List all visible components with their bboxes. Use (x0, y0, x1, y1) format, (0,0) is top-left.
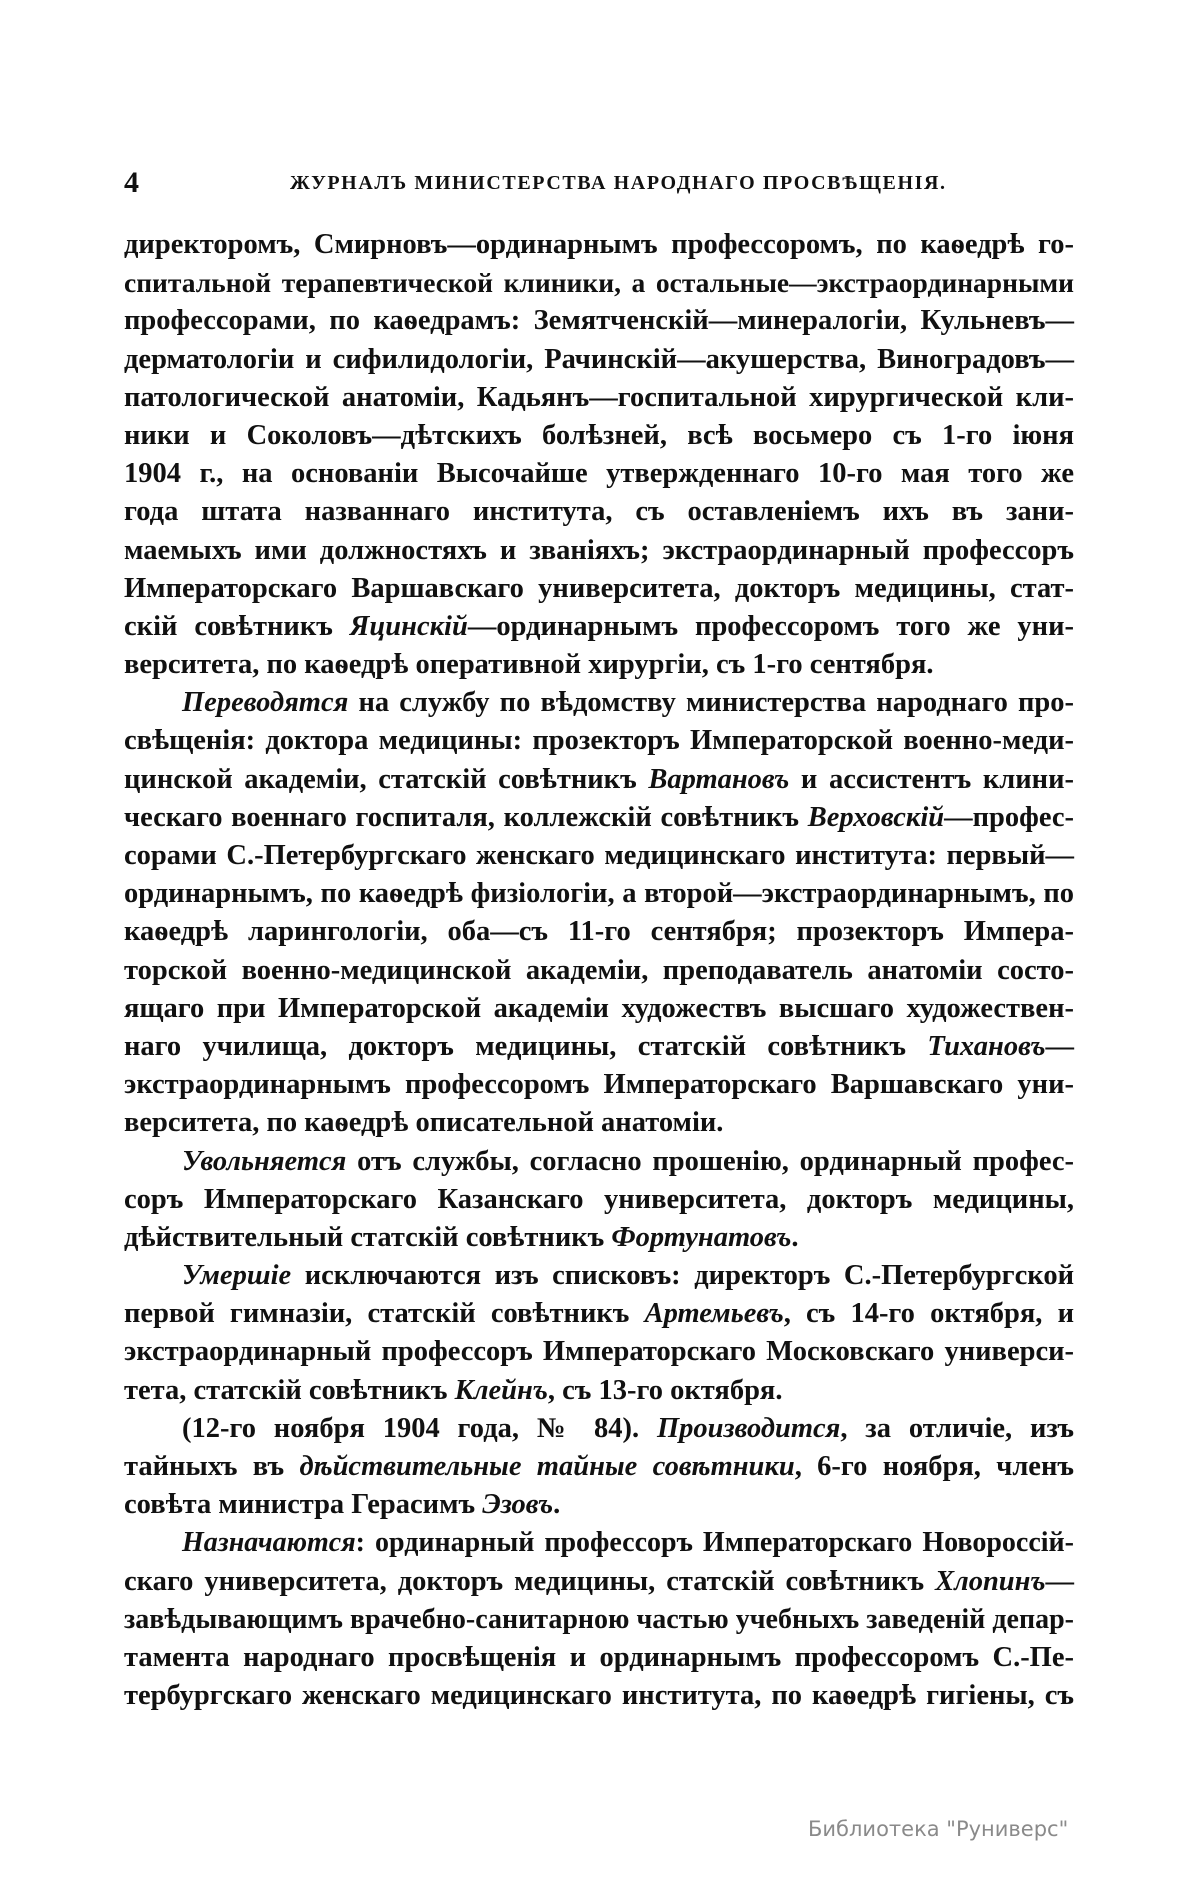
text-line (124, 1601, 1074, 1639)
italic-name: Назначаются (182, 1527, 356, 1559)
text-segment: спитальной терапевтической клиники, а остальные—экстраординарными (124, 267, 1074, 299)
text-line (124, 646, 1074, 684)
italic-name: Клейнъ (454, 1374, 548, 1406)
text-line (124, 532, 1074, 570)
text-segment: наго училища, докторъ медицины, статскій совѣтникъ (124, 1030, 928, 1062)
text-line (124, 1563, 1074, 1601)
text-line (124, 379, 1074, 417)
text-line (124, 302, 1074, 340)
text-segment: тамента народнаго просвѣщенія и ординарнымъ профессоромъ С.-Пе- (124, 1641, 1074, 1673)
running-title: ЖУРНАЛЪ МИНИСТЕРСТВА НАРОДНАГО ПРОСВѢЩЕНІЯ. (290, 172, 947, 194)
text-segment: — (1045, 1030, 1074, 1062)
text-segment: года штата названнаго института, съ оставленіемъ ихъ въ зани- (124, 496, 1074, 528)
text-line (124, 1410, 1074, 1448)
text-segment: совѣта министра Герасимъ (124, 1489, 483, 1521)
text-segment: Императорскаго Варшавскаго университета, докторъ медицины, стат- (124, 572, 1074, 604)
text-segment: завѣдывающимъ врачебно-санитарною частью учебныхъ заведеній депар- (124, 1603, 1074, 1635)
text-segment: первой гимназіи, статскій совѣтникъ (124, 1298, 645, 1330)
text-line (124, 722, 1074, 760)
italic-name: Переводятся (182, 687, 349, 719)
text-segment: . (553, 1489, 561, 1521)
italic-name: дѣйствительные тайные совѣтники (299, 1451, 795, 1482)
text-segment: : ординарный профессоръ Императорскаго Новороссій- (355, 1527, 1074, 1559)
text-segment: —профес- (944, 801, 1074, 833)
text-segment: ческаго военнаго госпиталя, коллежскій совѣтникъ (124, 801, 808, 833)
text-segment: — (1045, 1565, 1074, 1597)
text-segment: дѣйствительный статскій совѣтникъ (124, 1221, 612, 1253)
text-line (124, 1181, 1074, 1219)
text-segment: верситета, по каѳедрѣ оперативной хирургіи, съ 1-го сентября. (124, 649, 934, 681)
text-segment: исключаются изъ списковъ: директоръ С.-Петербургской (291, 1260, 1074, 1292)
text-line (124, 952, 1074, 990)
text-segment: сорами С.-Петербургскаго женскаго медицинскаго института: первый— (124, 840, 1074, 871)
text-segment: торской военно-медицинской академіи, преподаватель анатоміи состо- (124, 954, 1074, 986)
text-segment: , съ 13-го октября. (547, 1374, 783, 1406)
text-segment: на службу по вѣдомству министерства народнаго про- (348, 687, 1074, 719)
text-line (124, 837, 1074, 875)
text-line (124, 455, 1074, 493)
text-line (124, 1295, 1074, 1333)
text-segment: скій совѣтникъ (124, 610, 350, 642)
italic-name: Верховскій (807, 801, 945, 833)
text-segment: и ассистентъ клини- (789, 763, 1075, 795)
text-segment: ящаго при Императорской академіи художествъ высшаго художествен- (124, 992, 1074, 1024)
body-text (124, 226, 1074, 1715)
text-line (124, 493, 1074, 531)
text-line (124, 684, 1074, 722)
italic-name: Вартановъ (648, 763, 790, 795)
text-segment: (12-го ноября 1904 года, № 84). (182, 1412, 657, 1444)
text-line (124, 1219, 1074, 1257)
text-line (124, 1524, 1074, 1562)
italic-name: Яцинскій (349, 610, 468, 642)
italic-name: Производится (656, 1412, 841, 1444)
text-line (124, 1104, 1074, 1142)
text-line (124, 608, 1074, 646)
text-segment: ники и Соколовъ—дѣтскихъ болѣзней, всѣ восьмеро съ 1-го іюня (124, 419, 1074, 451)
italic-name: Эзовъ (482, 1489, 554, 1521)
text-line (124, 875, 1074, 913)
library-watermark: Библиотека "Руниверс" (808, 1817, 1069, 1841)
text-line (124, 761, 1074, 799)
text-segment: цинской академіи, статскій совѣтникъ (124, 763, 649, 795)
text-segment: патологической анатоміи, Кадьянъ—госпитальной хирургической кли- (124, 381, 1074, 413)
text-line (124, 990, 1074, 1028)
text-segment: каѳедрѣ ларингологіи, оба—съ 11-го сентября; прозекторъ Импера- (124, 916, 1074, 948)
text-line (124, 1639, 1074, 1677)
text-line (124, 264, 1074, 302)
text-segment: тайныхъ въ (124, 1451, 300, 1482)
text-segment: тета, статскій совѣтникъ (124, 1374, 455, 1406)
italic-name: Умершіе (182, 1260, 292, 1292)
text-segment: экстраординарнымъ профессоромъ Императорскаго Варшавскаго уни- (124, 1069, 1074, 1101)
italic-name: Хлопинъ (935, 1565, 1046, 1597)
text-line (124, 1372, 1074, 1410)
text-segment: свѣщенія: доктора медицины: прозекторъ Императорской военно-меди- (124, 725, 1074, 757)
text-segment: , съ 14-го октября, и (783, 1298, 1074, 1330)
text-segment: верситета, по каѳедрѣ описательной анатоміи. (124, 1107, 724, 1139)
text-segment: . (791, 1221, 799, 1253)
text-segment: 1904 г., на основаніи Высочайше утвержденнаго 10-го мая того же (124, 458, 1074, 490)
text-segment: , за отличіе, изъ (840, 1412, 1075, 1444)
text-line (124, 226, 1074, 264)
text-line (124, 1448, 1074, 1486)
text-line (124, 1333, 1074, 1371)
text-segment: профессорами, по каѳедрамъ: Земятченскій—минералогіи, Кульневъ— (124, 305, 1074, 337)
text-line (124, 417, 1074, 455)
page-number: 4 (124, 166, 139, 199)
text-line (124, 913, 1074, 951)
text-segment: маемыхъ ими должностяхъ и званіяхъ; экстраординарный профессоръ (124, 534, 1074, 566)
italic-name: Тихановъ (927, 1030, 1046, 1062)
text-line (124, 341, 1074, 379)
text-segment: тербургскаго женскаго медицинскаго института, по каѳедрѣ гигіены, съ (124, 1680, 1074, 1712)
text-segment: дерматологіи и сифилидологіи, Рачинскій—акушерства, Виноградовъ— (124, 343, 1074, 375)
text-segment: скаго университета, докторъ медицины, статскій совѣтникъ (124, 1565, 936, 1597)
text-segment: экстраординарный профессоръ Императорскаго Московскаго универси- (124, 1336, 1074, 1368)
text-line (124, 1028, 1074, 1066)
text-line (124, 1257, 1074, 1295)
text-segment: директоромъ, Смирновъ—ординарнымъ профессоромъ, по каѳедрѣ го- (124, 229, 1074, 260)
text-segment: , 6-го ноября, членъ (794, 1451, 1074, 1482)
italic-name: Увольняется (182, 1145, 347, 1177)
text-segment: —ординарнымъ профессоромъ того же уни- (467, 610, 1074, 642)
text-segment: соръ Императорскаго Казанскаго университета, докторъ медицины, (124, 1183, 1074, 1215)
text-line (124, 1066, 1074, 1104)
italic-name: Артемьевъ (644, 1298, 784, 1330)
text-line (124, 570, 1074, 608)
text-line (124, 1486, 1074, 1524)
text-line (124, 1143, 1074, 1181)
text-line (124, 1677, 1074, 1715)
italic-name: Фортунатовъ (611, 1221, 792, 1253)
text-segment: отъ службы, согласно прошенію, ординарный профес- (346, 1145, 1074, 1177)
text-segment: ординарнымъ, по каѳедрѣ физіологіи, а второй—экстраординарнымъ, по (124, 878, 1074, 910)
text-line (124, 799, 1074, 837)
